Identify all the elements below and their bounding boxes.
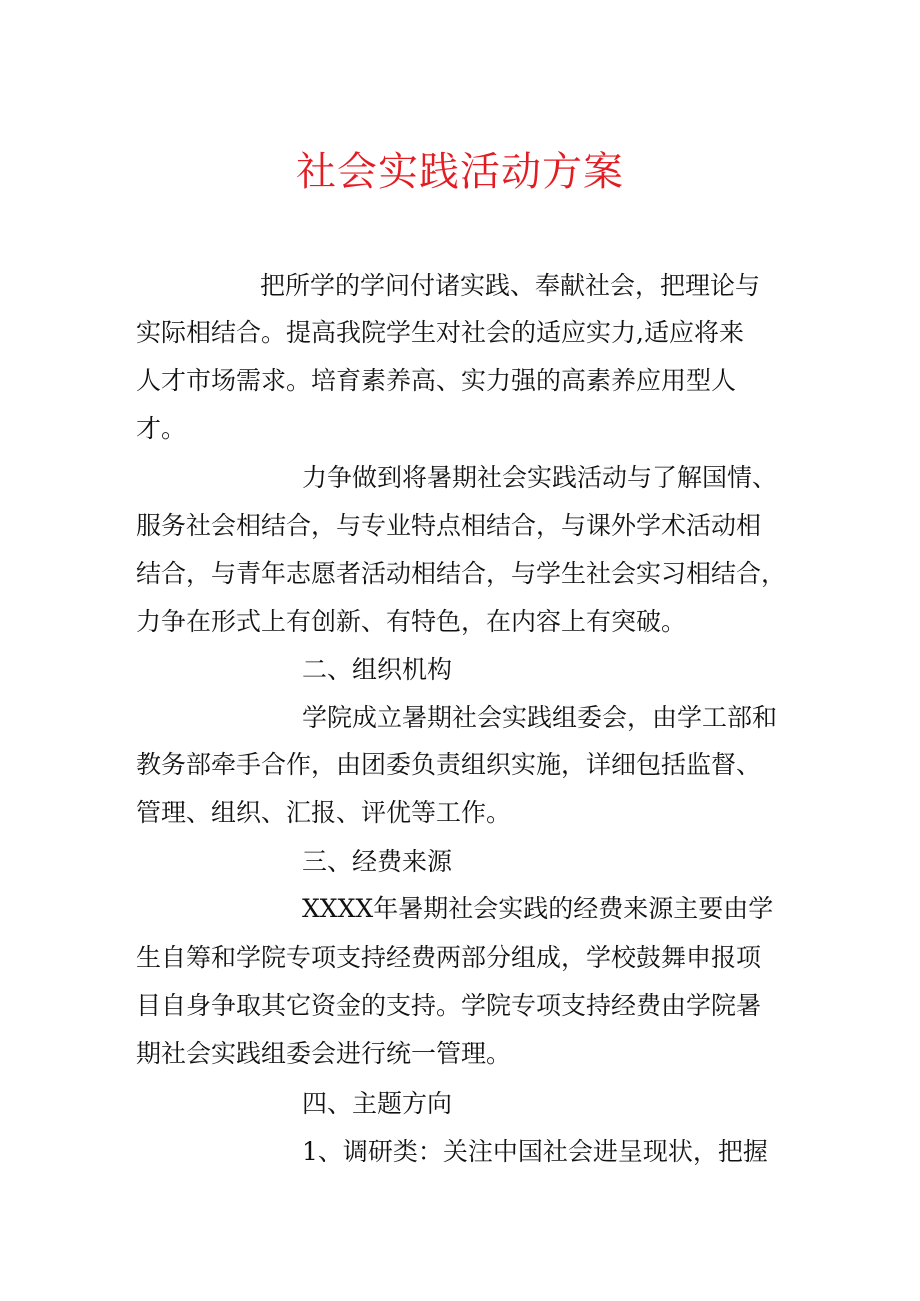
paragraph-2-line-3: 结合，与青年志愿者活动相结合，与学生社会实习相结合， — [136, 559, 787, 588]
paragraph-2-line-4: 力争在形式上有创新、有特色，在内容上有突破。 — [136, 607, 687, 636]
paragraph-4-line-4: 期社会实践组委会进行统一管理。 — [136, 1039, 512, 1068]
section-heading-themes: 四、主题方向 — [302, 1089, 453, 1118]
paragraph-3-line-1: 学院成立暑期社会实践组委会，由学工部和 — [302, 703, 778, 732]
paragraph-2-line-1: 力争做到将暑期社会实践活动与了解国情、 — [302, 463, 778, 492]
document-title: 社会实践活动方案 — [296, 149, 624, 195]
section-heading-organization: 二、组织机构 — [302, 655, 453, 684]
paragraph-1-line-4: 才。 — [136, 414, 187, 443]
paragraph-1-line-2: 实际相结合。提高我院学生对社会的适应实力,适应将来 — [136, 318, 744, 347]
paragraph-4-line-1: XXXX年暑期社会实践的经费来源主要由学 — [302, 894, 774, 923]
paragraph-1-line-3: 人才市场需求。培育素养高、实力强的高素养应用型人 — [136, 366, 737, 395]
section-heading-funding: 三、经费来源 — [302, 847, 453, 876]
paragraph-3-line-3: 管理、组织、汇报、评优等工作。 — [136, 798, 512, 827]
paragraph-3-line-2: 教务部牵手合作，由团委负责组织实施，详细包括监督、 — [136, 750, 762, 779]
paragraph-4-line-2: 生自筹和学院专项支持经费两部分组成，学校鼓舞申报项 — [136, 943, 762, 972]
paragraph-5-line-1: 1、调研类：关注中国社会进呈现状，把握 — [302, 1137, 768, 1166]
paragraph-4-line-3: 目自身争取其它资金的支持。学院专项支持经费由学院暑 — [136, 991, 762, 1020]
paragraph-2-line-2: 服务社会相结合，与专业特点相结合，与课外学术活动相 — [136, 511, 762, 540]
paragraph-1-line-1: 把所学的学问付诸实践、奉献社会，把理论与 — [260, 271, 761, 300]
